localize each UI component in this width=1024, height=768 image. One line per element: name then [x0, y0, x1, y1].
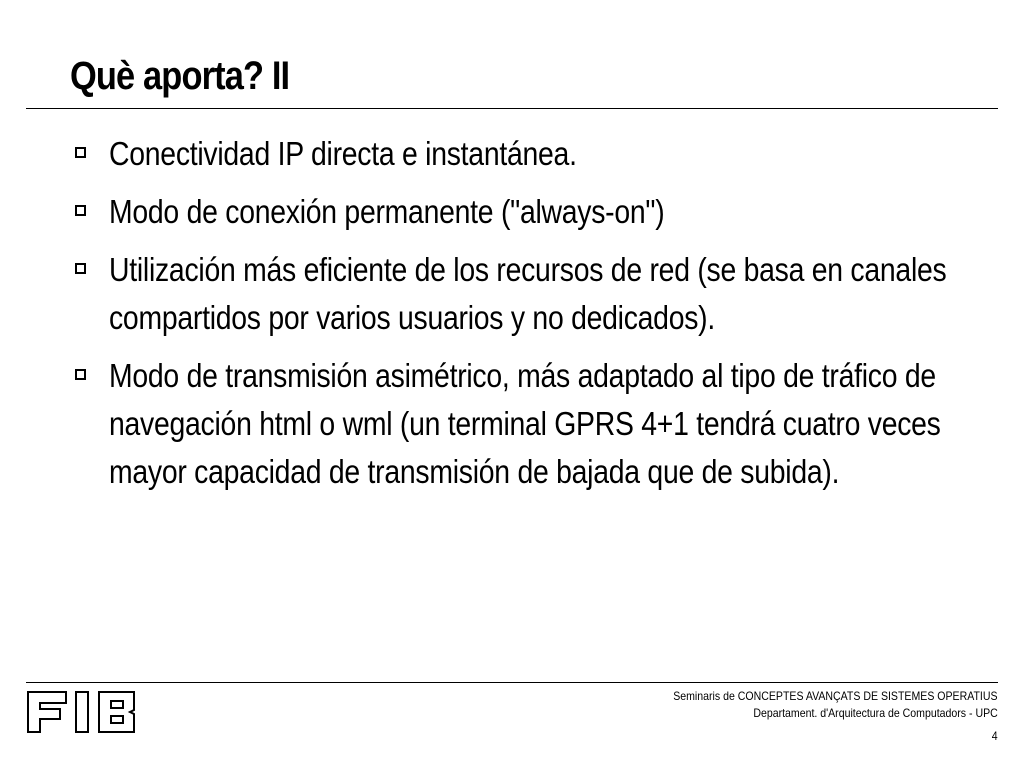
slide-title: Què aporta? II [70, 54, 290, 98]
bullet-item [70, 130, 1010, 178]
footer-course-title: Seminaris de CONCEPTES AVANÇATS DE SISTEMES OPERATIUS [673, 689, 998, 703]
square-bullet-icon [75, 205, 86, 216]
bullet-text: Modo de conexión permanente ("always-on") [109, 193, 665, 230]
footer-department: Departament. d'Arquitectura de Computadors - UPC [753, 706, 998, 720]
bullet-list [70, 130, 1010, 506]
square-bullet-icon [75, 263, 86, 274]
bullet-item [70, 188, 1010, 236]
title-divider [26, 108, 998, 109]
fib-logo [26, 688, 140, 736]
bullet-text: Modo de transmisión asimétrico, más adaptado al tipo de tráfico de navegación html o wml (un terminal GPRS 4+1 tendrá cuatro veces mayor capacidad de transmisión de bajada que de subida). [109, 357, 941, 490]
page-number: 4 [992, 729, 998, 743]
bullet-text: Conectividad IP directa e instantánea. [109, 135, 577, 172]
bullet-text: Utilización más eficiente de los recursos de red (se basa en canales compartidos por varios usuarios y no dedicados). [109, 251, 947, 336]
footer-divider [26, 682, 998, 683]
square-bullet-icon [75, 147, 86, 158]
bullet-item [70, 352, 1010, 496]
bullet-item [70, 246, 1010, 342]
square-bullet-icon [75, 369, 86, 380]
